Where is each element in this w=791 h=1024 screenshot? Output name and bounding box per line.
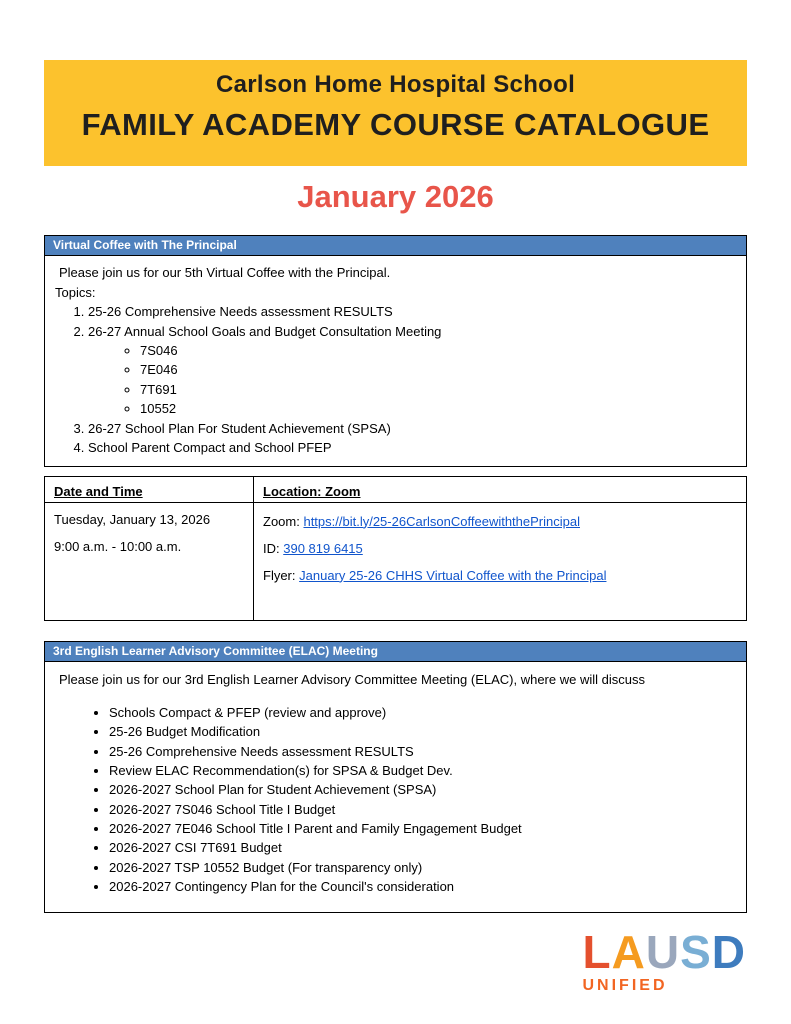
- code-item: ◦ 7E046: [140, 360, 736, 379]
- meeting-id-label: ID:: [263, 540, 284, 556]
- elac-item: • 2026-2027 7E046 School Title I Parent and Family Engagement Budget: [109, 819, 736, 838]
- elac-item: • 25-26 Budget Modification: [109, 722, 736, 741]
- topic-text: 25-26 Comprehensive Needs assessment RESULTS: [88, 304, 393, 319]
- elac-item: • 2026-2027 CSI 7T691 Budget: [109, 838, 736, 857]
- flyer-line: [263, 566, 737, 585]
- meeting-id-link[interactable]: 390 819 6415: [283, 540, 363, 556]
- meeting-time: 9:00 a.m. - 10:00 a.m.: [54, 538, 182, 554]
- elac-intro: Please join us for our 3rd English Learner Advisory Committee Meeting (ELAC), where we will discuss: [59, 671, 645, 687]
- lausd-logo-letters: [582, 926, 747, 979]
- meeting-id-line: [263, 539, 737, 558]
- zoom-link[interactable]: https://bit.ly/25-26CarlsonCoffeewiththePrincipal: [303, 513, 580, 529]
- topics-label: Topics:: [55, 284, 96, 300]
- lausd-logo: [582, 926, 747, 995]
- month-title: January 2026: [297, 179, 494, 214]
- topic-item: [88, 302, 736, 322]
- topics-list: [55, 302, 736, 458]
- date-time-header: [45, 476, 254, 502]
- elac-item: • Schools Compact & PFEP (review and approve): [109, 703, 736, 722]
- school-name: Carlson Home Hospital School: [215, 71, 576, 98]
- logo-letter-l: L: [582, 926, 612, 979]
- elac-item: • 2026-2027 Contingency Plan for the Council's consideration: [109, 877, 736, 896]
- code-item: ◦ 7T691: [140, 380, 736, 399]
- date-time-cell: [45, 502, 254, 620]
- topic-text: 26-27 Annual School Goals and Budget Consultation Meeting: [88, 323, 442, 339]
- elac-item: • 2026-2027 School Plan for Student Achievement (SPSA): [109, 780, 736, 799]
- location-cell: [254, 502, 747, 620]
- meeting-table: [44, 476, 747, 621]
- topic-item: [88, 322, 736, 419]
- logo-letter-u: U: [645, 926, 681, 979]
- topic-text: School Parent Compact and School PFEP: [88, 440, 332, 456]
- elac-item: • 2026-2027 7S046 School Title I Budget: [109, 800, 736, 819]
- section-virtual-coffee-header: Virtual Coffee with The Principal: [45, 236, 746, 256]
- section-virtual-coffee: [44, 235, 747, 467]
- code-item: ◦ 7S046: [140, 341, 736, 360]
- meeting-date: Tuesday, January 13, 2026: [54, 511, 211, 527]
- flyer-label: Flyer:: [263, 567, 300, 583]
- header-banner: [44, 60, 747, 166]
- logo-letter-s: S: [680, 926, 712, 979]
- section-elac-body: [45, 662, 746, 912]
- section-virtual-coffee-body: [45, 256, 746, 466]
- section-elac-meeting: [44, 641, 747, 913]
- zoom-line: [263, 512, 737, 531]
- elac-list: [55, 703, 736, 896]
- topic-item: [88, 419, 736, 439]
- coffee-intro: Please join us for our 5th Virtual Coffee with the Principal.: [59, 265, 391, 280]
- code-item: ◦ 10552: [140, 399, 736, 418]
- elac-item: • 25-26 Comprehensive Needs assessment RESULTS: [109, 742, 736, 761]
- elac-item: • Review ELAC Recommendation(s) for SPSA & Budget Dev.: [109, 761, 736, 780]
- section-elac-header: 3rd English Learner Advisory Committee (ELAC) Meeting: [45, 642, 746, 662]
- date-time-header-label: Date and Time: [54, 483, 143, 499]
- flyer-link[interactable]: January 25-26 CHHS Virtual Coffee with the Principal: [299, 567, 607, 583]
- topic-item: [88, 438, 736, 458]
- logo-letter-d: D: [711, 926, 746, 979]
- location-header-label: Location: Zoom: [263, 483, 361, 499]
- meeting-table-header-row: [45, 476, 747, 502]
- catalogue-title: FAMILY ACADEMY COURSE CATALOGUE: [81, 107, 710, 142]
- zoom-label: Zoom:: [263, 513, 304, 529]
- topic-text: 26-27 School Plan For Student Achievement (SPSA): [88, 420, 391, 436]
- codes-list: [88, 341, 736, 419]
- lausd-logo-unified-text: UNIFIED: [582, 977, 668, 995]
- logo-letter-a: A: [611, 926, 646, 979]
- meeting-table-body-row: [45, 502, 747, 620]
- elac-item: • 2026-2027 TSP 10552 Budget (For transparency only): [109, 858, 736, 877]
- location-header: [254, 476, 747, 502]
